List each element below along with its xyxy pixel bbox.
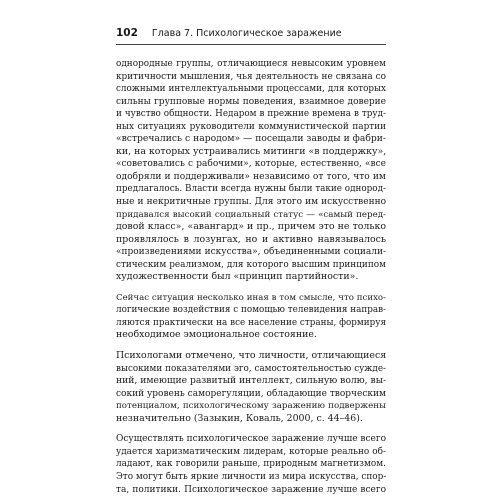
text-line: та, политики. Психологическое заражение лучше всего xyxy=(116,484,386,495)
text-line: сокий уровень саморегуляции, обладающие творческим xyxy=(116,388,386,399)
text-line: ки, на которых устраивались митинги «в поддержку», xyxy=(116,145,386,157)
paragraph-gap xyxy=(116,342,386,350)
text-line: предлагалось. Власти всегда нужны были такие однород- xyxy=(116,184,386,195)
text-line: ляются практически на все население страны, формируя xyxy=(116,317,386,328)
text-line: высокими показателями эго, самостоятельностью сужде- xyxy=(116,363,386,374)
text-line: Сейчас ситуация несколько иная в том смысле, что психо- xyxy=(116,292,386,303)
text-line: незначительно (Зазыкин, Коваль, 2000, с. 44–46). xyxy=(116,412,363,424)
paragraph-gap xyxy=(116,284,386,292)
text-line: довой класс», «авангард» и пр., причем это не только xyxy=(116,221,386,233)
paragraph-1 xyxy=(116,58,386,284)
body-text xyxy=(116,58,386,496)
page-header xyxy=(116,24,386,42)
text-line: ных ситуациях руководители коммунистической партии xyxy=(116,121,386,132)
text-line: сложными интеллектуальными процессами, для которых xyxy=(116,84,386,95)
header-rule xyxy=(116,44,386,45)
text-line: придавался высокий социальный статус — «самый перед- xyxy=(116,209,386,220)
text-line: логические воздействия с помощью телевидения направ- xyxy=(116,305,386,316)
text-line: художественности был «принцип партийности». xyxy=(116,271,359,283)
text-line: «советовались с рабочими», которые, естественно, «все xyxy=(116,159,386,170)
text-line: ладают, как говорили раньше, природным магнетизмом. xyxy=(116,459,386,470)
text-line: проявлялось в лозунгах, но и активно навязывалось xyxy=(116,233,386,245)
running-head: Глава 7. Психологическое заражение xyxy=(151,27,342,39)
text-line: однородные группы, отличающиеся невысоким уровнем xyxy=(116,59,386,69)
text-line: сильны групповые нормы поведения, взаимное доверие xyxy=(116,96,386,107)
paragraph-gap xyxy=(116,425,386,433)
text-line: одобряли и поддерживали» независимо от того, что им xyxy=(116,171,386,182)
text-line: ний, имеющие развитый интеллект, сильную волю, вы- xyxy=(116,375,386,387)
paragraph-4 xyxy=(116,433,386,496)
text-line: необходимое эмоциональное состояние. xyxy=(116,329,317,341)
text-line: и чувство общности. Недаром в прежние времена в труд- xyxy=(116,109,386,120)
text-line: потенциалом, психологическому заражению подвержены xyxy=(116,401,386,412)
text-line: удается харизматическим лидерам, которые реально об- xyxy=(116,446,386,457)
text-line: «встречались с народом» — посещали заводы и фабри- xyxy=(116,133,386,145)
text-line: Психологами отмечено, что личности, отличающиеся xyxy=(116,350,386,362)
paragraph-3 xyxy=(116,350,386,425)
text-line: стическим реализмом, для которого высшим принципом xyxy=(116,259,386,270)
text-line: ные и некритичные группы. Для этого им искусственно xyxy=(116,197,386,208)
text-line: «произведениями искусства», объединенными социали- xyxy=(116,247,386,258)
text-line: Это могут быть яркие личности из мира искусства, спор- xyxy=(116,471,386,482)
text-line: Осуществлять психологическое заражение лучше всего xyxy=(116,434,386,445)
text-line: критичности мышления, чья деятельность не связана со xyxy=(116,71,386,82)
paragraph-2 xyxy=(116,292,386,342)
page-number: 102 xyxy=(116,27,138,39)
